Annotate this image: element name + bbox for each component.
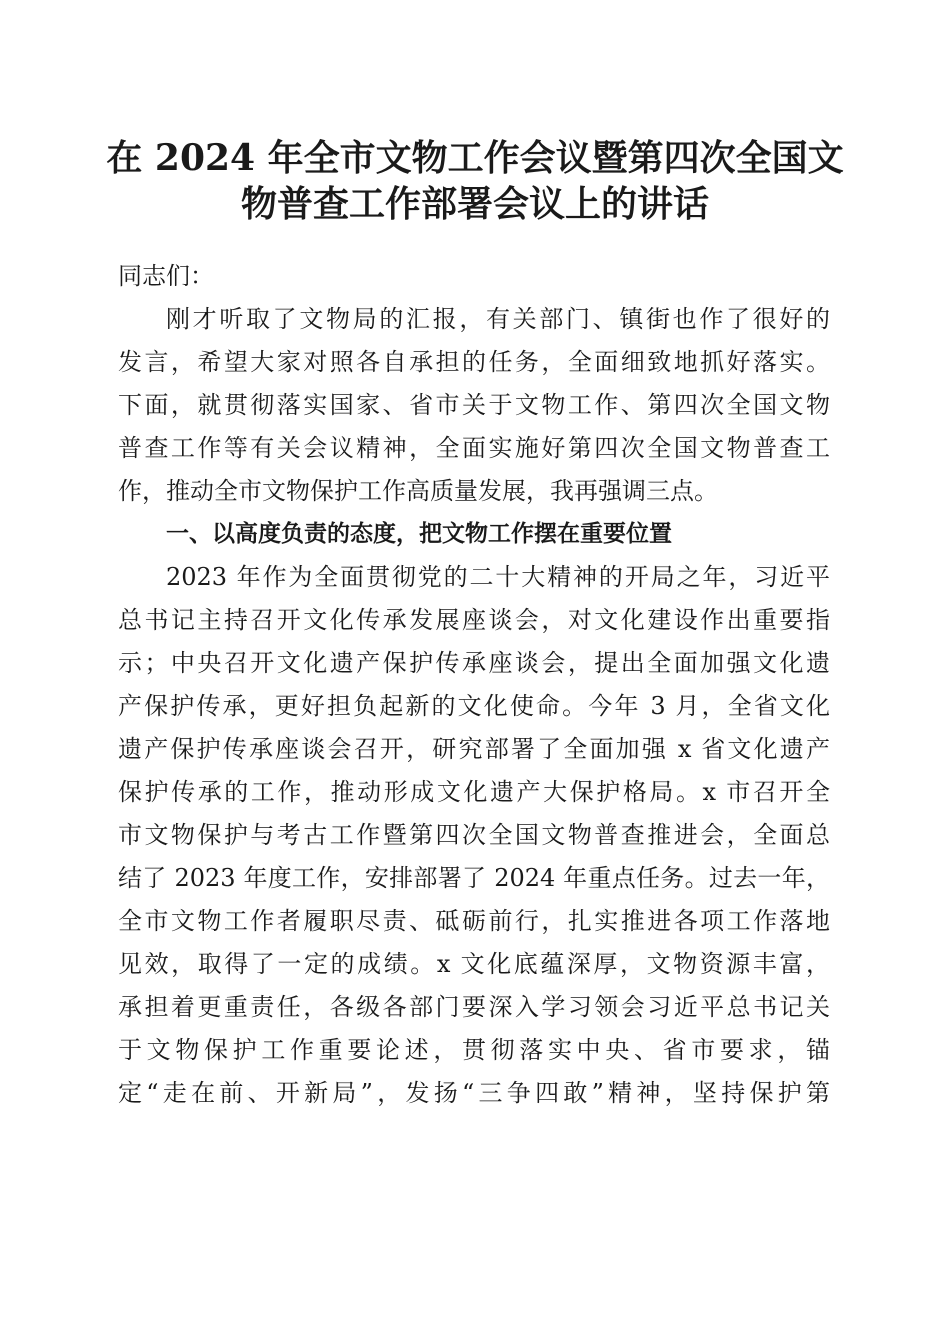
paragraph-line: 于文物保护工作重要论述，贯彻落实中央、省市要求，锚 bbox=[118, 1036, 830, 1064]
paragraph-line: 产保护传承，更好担负起新的文化使命。今年 3 月，全省文化 bbox=[118, 692, 830, 720]
paragraph-line: 总书记主持召开文化传承发展座谈会，对文化建设作出重要指 bbox=[118, 606, 830, 634]
paragraph-line: 保护传承的工作，推动形成文化遗产大保护格局。x 市召开全 bbox=[118, 778, 830, 806]
paragraph-line: 发言，希望大家对照各自承担的任务，全面细致地抓好落实。 bbox=[118, 348, 830, 376]
paragraph-1 bbox=[118, 298, 830, 513]
paragraph-line: 遗产保护传承座谈会召开，研究部署了全面加强 x 省文化遗产 bbox=[118, 735, 830, 763]
paragraph-line: 见效，取得了一定的成绩。x 文化底蕴深厚，文物资源丰富， bbox=[118, 950, 830, 978]
paragraph-line: 结了 2023 年度工作，安排部署了 2024 年重点任务。过去一年， bbox=[118, 864, 830, 892]
title-line-1: 在 2024 年全市文物工作会议暨第四次全国文 bbox=[106, 137, 844, 179]
paragraph-line: 作，推动全市文物保护工作高质量发展，我再强调三点。 bbox=[118, 477, 718, 505]
paragraph-line: 普查工作等有关会议精神，全面实施好第四次全国文物普查工 bbox=[118, 434, 830, 462]
document-title bbox=[100, 135, 850, 227]
paragraph-line: 2023 年作为全面贯彻党的二十大精神的开局之年，习近平 bbox=[166, 563, 830, 591]
paragraph-line: 刚才听取了文物局的汇报，有关部门、镇街也作了很好的 bbox=[166, 305, 830, 333]
paragraph-line: 定“走在前、开新局”，发扬“三争四敢”精神，坚持保护第 bbox=[118, 1079, 830, 1107]
salutation: 同志们： bbox=[118, 262, 214, 290]
paragraph-line: 示；中央召开文化遗产保护传承座谈会，提出全面加强文化遗 bbox=[118, 649, 830, 677]
document-body bbox=[118, 255, 830, 1115]
paragraph-line: 下面，就贯彻落实国家、省市关于文物工作、第四次全国文物 bbox=[118, 391, 830, 419]
paragraph-2 bbox=[118, 556, 830, 1115]
title-line-2: 物普查工作部署会议上的讲话 bbox=[240, 183, 709, 225]
paragraph-line: 全市文物工作者履职尽责、砥砺前行，扎实推进各项工作落地 bbox=[118, 907, 830, 935]
paragraph-line: 市文物保护与考古工作暨第四次全国文物普查推进会，全面总 bbox=[118, 821, 830, 849]
paragraph-line: 承担着更重责任，各级各部门要深入学习领会习近平总书记关 bbox=[118, 993, 830, 1021]
section-heading-1: 一、以高度负责的态度，把文物工作摆在重要位置 bbox=[166, 521, 672, 547]
